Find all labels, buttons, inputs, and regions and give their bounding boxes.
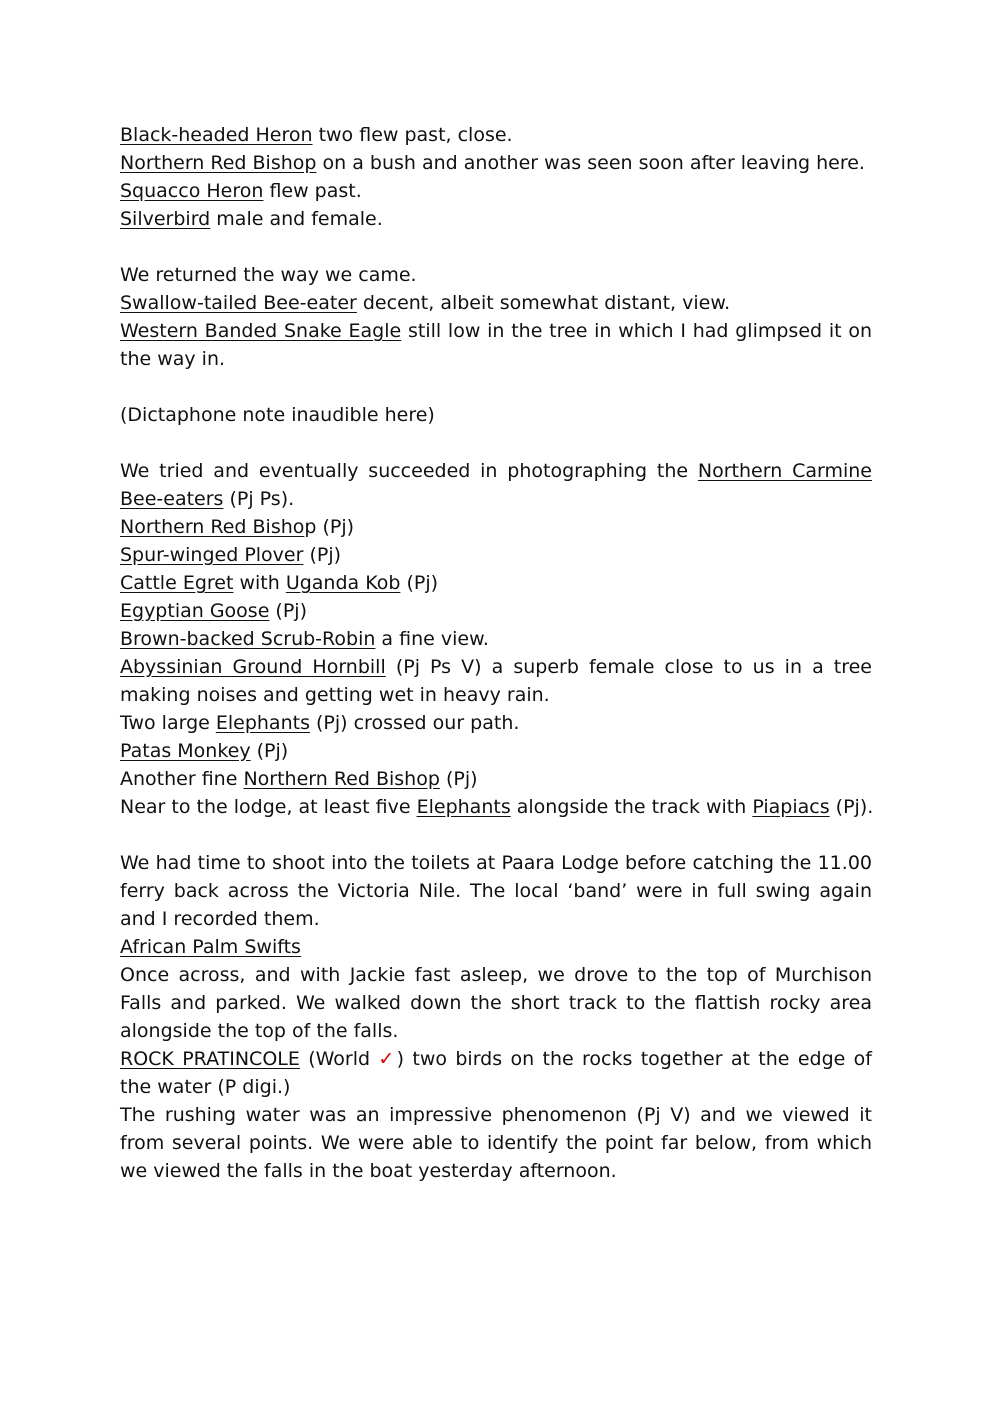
narrative-line: We returned the way we came. xyxy=(120,264,417,286)
species-name: ROCK PRATINCOLE xyxy=(120,1048,300,1070)
species-name: Piapiacs xyxy=(752,796,830,818)
sighting-note: p (Pj) xyxy=(304,516,355,538)
species-name: Elephants xyxy=(215,712,310,734)
sighting-note: a fine view. xyxy=(375,628,489,650)
sighting-northern-carmine-bee-eaters xyxy=(120,457,872,513)
sighting-elephants-piapiacs xyxy=(120,793,872,821)
narrative-text: with xyxy=(233,572,286,594)
sighting-note: still low in the tree in which I had glimpsed it on the way in. xyxy=(120,320,873,370)
species-name: Uganda Kob xyxy=(285,572,401,594)
sighting-swallow-tailed-bee-eater xyxy=(120,289,872,317)
sighting-rock-pratincole xyxy=(120,1045,872,1101)
narrative-paragraph: We had time to shoot into the toilets at Paara Lodge before catching the 11.00 ferry back across the Victoria Nile. The local ‘band’ were in full swing again and I recorded them. xyxy=(120,852,872,930)
sighting-elephants xyxy=(120,709,872,737)
paragraph-gap xyxy=(120,233,872,261)
narrative-text: alongside the track with xyxy=(510,796,753,818)
sighting-note: (Pj) xyxy=(439,768,478,790)
sighting-note: on a bush and another was seen soon after leaving here. xyxy=(316,152,865,174)
sighting-note: two flew past, close. xyxy=(312,124,513,146)
paragraph-gap xyxy=(120,429,872,457)
sighting-note: (Pj) xyxy=(269,600,307,622)
sighting-northern-red-bishop xyxy=(120,149,872,177)
narrative-paragraph: The rushing water was an impressive phenomenon (Pj V) and we viewed it from several points. We were able to identify the point far below, from which we viewed the falls in the boat yesterday afternoon. xyxy=(120,1104,872,1182)
narrative-text: We tried and eventually succeeded in photographing the xyxy=(120,460,698,482)
dictaphone-note: (Dictaphone note inaudible here) xyxy=(120,404,435,426)
sighting-egyptian-goose xyxy=(120,597,872,625)
sighting-western-banded-snake-eagle xyxy=(120,317,872,373)
checkmark-icon: ✓ xyxy=(378,1048,397,1070)
species-name: African Palm Swifts xyxy=(120,936,301,958)
sighting-note: flew past. xyxy=(263,180,362,202)
sighting-african-palm-swifts xyxy=(120,933,872,961)
sighting-spur-winged-plover xyxy=(120,541,872,569)
sighting-abyssinian-ground-hornbill xyxy=(120,653,872,709)
species-name: Patas Monkey xyxy=(120,740,251,762)
paragraph-gap xyxy=(120,373,872,401)
species-name: Brown-backed Scrub-Robin xyxy=(120,628,376,650)
sighting-northern-red-bishop-3 xyxy=(120,765,872,793)
sighting-note: male and female. xyxy=(210,208,383,230)
sighting-squacco-heron xyxy=(120,177,872,205)
species-name: Abyssinian Ground Hornbill xyxy=(120,656,386,678)
species-name: Black-headed Heron xyxy=(120,124,313,146)
species-name: Elephants xyxy=(416,796,511,818)
sighting-note: (Pj) crossed our path. xyxy=(309,712,520,734)
sighting-cattle-egret xyxy=(120,569,872,597)
narrative-text: Two large xyxy=(120,712,216,734)
sighting-patas-monkey xyxy=(120,737,872,765)
sighting-note: (Pj) xyxy=(250,740,289,762)
narrative-text: Near to the lodge, at least five xyxy=(120,796,417,818)
species-name: Silverbird xyxy=(120,208,211,230)
species-name: Swallow-tailed Bee-eater xyxy=(120,292,357,314)
document-body xyxy=(120,121,872,1185)
sighting-note: decent, albeit somewhat distant, view. xyxy=(356,292,731,314)
species-name: Northern Red Bishop xyxy=(243,768,440,790)
sighting-note: (Pj Ps). xyxy=(223,488,295,510)
sighting-note: (Pj Ps V) a superb female close to us in a tree making noises and getting wet in heavy rain. xyxy=(120,656,872,706)
sighting-note: (Pj). xyxy=(829,796,874,818)
sighting-note: (Pj) xyxy=(303,544,342,566)
sighting-northern-red-bishop-2 xyxy=(120,513,872,541)
species-name: Egyptian Goose xyxy=(120,600,270,622)
narrative-text: Another fine xyxy=(120,768,244,790)
species-name: Cattle Egret xyxy=(120,572,234,594)
species-name: Western Banded Snake Eagle xyxy=(120,320,402,342)
sighting-note: (Pj) xyxy=(400,572,439,594)
sighting-black-headed-heron xyxy=(120,121,872,149)
sighting-note: ) two birds on the rocks together at the edge of the water (P digi.) xyxy=(120,1048,872,1098)
species-name: Northern Red Bisho xyxy=(120,516,305,538)
sighting-brown-backed-scrub-robin xyxy=(120,625,872,653)
narrative-text: (World xyxy=(299,1048,379,1070)
paragraph-gap xyxy=(120,821,872,849)
species-name: Northern Carmine Bee-eaters xyxy=(120,460,872,510)
species-name: Northern Red Bishop xyxy=(120,152,317,174)
species-name: Spur-winged Plover xyxy=(120,544,304,566)
narrative-paragraph: Once across, and with Jackie fast asleep, we drove to the top of Murchison Falls and parked. We walked down the short track to the flattish rocky area alongside the top of the falls. xyxy=(120,964,872,1042)
sighting-silverbird xyxy=(120,205,872,233)
species-name: Squacco Heron xyxy=(120,180,264,202)
